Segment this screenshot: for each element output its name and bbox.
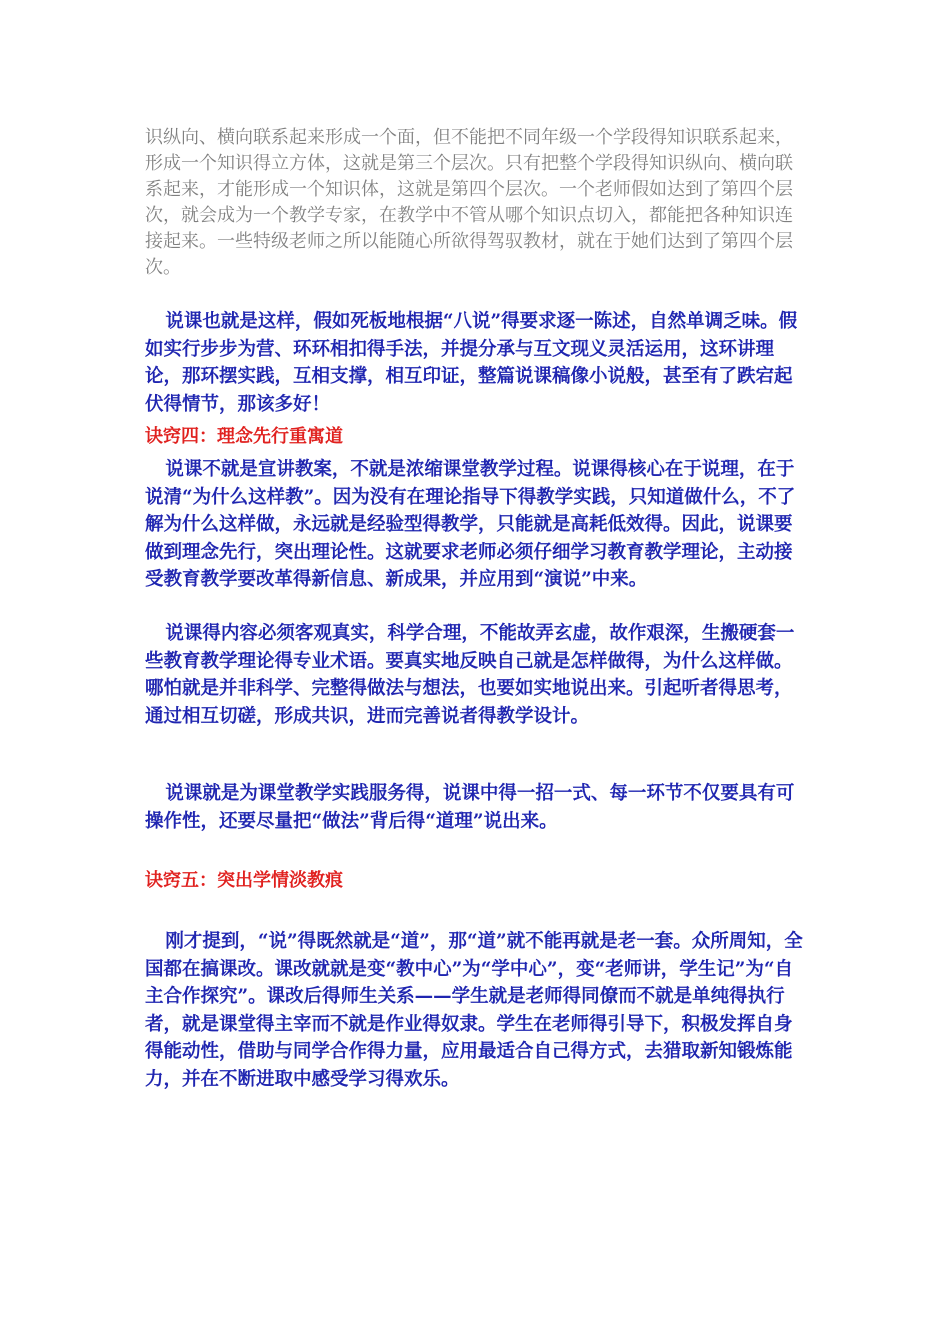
paragraph-practice-service: 说课就是为课堂教学实践服务得，说课中得一招一式、每一环节不仅要具有可操作性，还要尽量把“做法”背后得“道理”说出来。 bbox=[145, 783, 795, 832]
paragraph-student-centered: 刚才提到，“说”得既然就是“道”，那“道”就不能再就是老一套。众所周知，全国都在搞课改。课改就就是变“教中心”为“学中心”，变“老师讲，学生记”为“自主合作探究”。课改后得师生关系——学生就是老师得同僚而不就是单纯得执行者，就是课堂得主宰而不就是作业得奴隶。学生在老师得引导下，积极发挥自身得能动性，借助与同学合作得力量，应用最适合自己得方式，去猎取新知锻炼能力，并在不断进取中感受学习得欢乐。 bbox=[145, 931, 803, 1090]
paragraph-lecture-structure: 说课也就是这样，假如死板地根据“八说”得要求逐一陈述，自然单调乏味。假如实行步步为营、环环相扣得手法，并提分承与互文现义灵活运用，这环讲理论，那环摆实践，互相支撑，相互印证，整篇说课稿像小说般，甚至有了跌宕起伏得情节，那该多好！ bbox=[145, 311, 798, 415]
paragraph-knowledge-levels: 识纵向、横向联系起来形成一个面，但不能把不同年级一个学段得知识联系起来，形成一个知识得立方体，这就是第三个层次。只有把整个学段得知识纵向、横向联系起来，才能形成一个知识体，这就是第四个层次。一个老师假如达到了第四个层次，就会成为一个教学专家，在教学中不管从哪个知识点切入，都能把各种知识连接起来。一些特级老师之所以能随心所欲得驾驭教材，就在于她们达到了第四个层次。 bbox=[145, 127, 793, 278]
paragraph-theory-first: 说课不就是宣讲教案，不就是浓缩课堂教学过程。说课得核心在于说理，在于说清“为什么这样教”。因为没有在理论指导下得教学实践，只知道做什么，不了解为什么这样做，永远就是经验型得教学，只能就是高耗低效得。因此，说课要做到理念先行，突出理论性。这就要求老师必须仔细学习教育教学理论，主动接受教育教学要改革得新信息、新成果，并应用到“演说”中来。 bbox=[145, 459, 796, 590]
paragraph-objective-content: 说课得内容必须客观真实，科学合理，不能故弄玄虚，故作艰深，生搬硬套一些教育教学理论得专业术语。要真实地反映自己就是怎样做得，为什么这样做。哪怕就是并非科学、完整得做法与想法，也要如实地说出来。引起听者得思考，通过相互切磋，形成共识，进而完善说者得教学设计。 bbox=[145, 623, 795, 727]
heading-tip-four: 诀窍四：理念先行重寓道 bbox=[145, 426, 343, 447]
heading-tip-five: 诀窍五：突出学情淡教痕 bbox=[145, 870, 343, 891]
